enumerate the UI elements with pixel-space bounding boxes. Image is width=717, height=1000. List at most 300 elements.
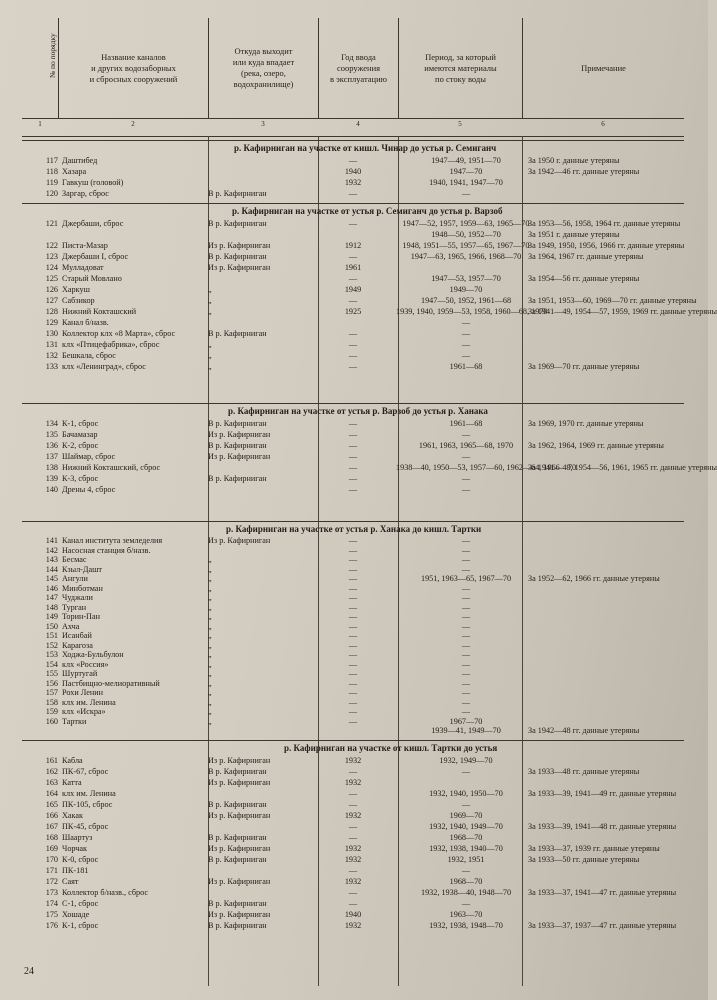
table-row xyxy=(22,854,684,865)
structure-name: Рохи Ленин xyxy=(62,688,104,698)
row-number: 174 xyxy=(45,899,58,908)
table-row xyxy=(22,177,684,188)
record-period: — xyxy=(461,340,471,349)
table-row xyxy=(22,865,684,876)
table-section xyxy=(22,403,717,519)
table-row xyxy=(22,418,684,429)
structure-name: Бесмас xyxy=(62,555,87,565)
commission-year: — xyxy=(348,430,358,439)
record-period: — xyxy=(461,688,471,698)
structure-name: Хакак xyxy=(62,811,84,820)
source-or-outflow: В р. Кафирниган xyxy=(208,800,267,809)
note: За 1933—50 гг. данные утеряны xyxy=(528,855,640,864)
note: За 1949, 1950, 1956, 1966 гг. данные утеряны xyxy=(528,241,685,250)
commission-year: — xyxy=(348,716,358,726)
table-row xyxy=(22,688,684,698)
structure-name: Чорчак xyxy=(62,844,88,853)
structure-name: К-1, сброс xyxy=(62,419,99,428)
structure-name: Насосная станция б/назв. xyxy=(62,545,151,555)
commission-year: — xyxy=(348,351,358,360)
record-period: 1947—70 xyxy=(449,167,483,176)
table-row xyxy=(22,669,684,679)
table-row xyxy=(22,799,684,810)
structure-name: Сабзикор xyxy=(62,296,95,305)
row-number: 161 xyxy=(45,756,58,765)
structure-name: Шуртугай xyxy=(62,669,98,679)
structure-name: клх «Ленинград», сброс xyxy=(62,362,146,371)
record-period: 1961, 1963, 1965—68, 1970 xyxy=(418,441,514,450)
note: За 1969—70 гг. данные утеряны xyxy=(528,362,640,371)
source-or-outflow: „ xyxy=(208,583,212,593)
table-row xyxy=(22,660,684,670)
note: За 1933—37, 1937—47 гг. данные утеряны xyxy=(528,921,677,930)
record-period: — xyxy=(461,485,471,494)
row-number: 149 xyxy=(45,612,58,622)
note: За 1942—48 гг. данные утеряны xyxy=(528,726,640,736)
source-or-outflow: „ xyxy=(208,669,212,679)
table-row xyxy=(22,612,684,622)
table-row xyxy=(22,726,684,736)
row-number: 150 xyxy=(45,621,58,631)
table-row xyxy=(22,876,684,887)
record-period: 1932, 1951 xyxy=(447,855,485,864)
structure-name: ПК-45, сброс xyxy=(62,822,109,831)
row-number: 163 xyxy=(45,778,58,787)
record-period: 1940, 1941, 1947—70 xyxy=(429,178,503,187)
header-col-period: Период, за который имеются материалы по стоку воды xyxy=(398,18,522,118)
record-period: — xyxy=(461,329,471,338)
table-row xyxy=(22,484,684,495)
table-row xyxy=(22,251,684,262)
table-row xyxy=(22,698,684,708)
row-number: 119 xyxy=(46,178,58,187)
record-period: — xyxy=(461,593,471,603)
page-number: 24 xyxy=(24,966,34,977)
table-row xyxy=(22,339,684,350)
row-number: 117 xyxy=(46,156,58,165)
table-row xyxy=(22,262,684,273)
commission-year: — xyxy=(348,296,358,305)
row-number: 156 xyxy=(45,678,58,688)
table-row xyxy=(22,574,684,584)
structure-name: Нижний Кокташский, сброс xyxy=(62,463,161,472)
structure-name: Мулладоват xyxy=(62,263,104,272)
structure-name: Нижний Кокташский xyxy=(62,307,137,316)
row-number: 164 xyxy=(45,789,58,798)
section-title: р. Кафирниган на участке от кишл. Чинар до устья р. Семиганч xyxy=(234,143,497,153)
structure-name: клх им. Ленина xyxy=(62,789,116,798)
row-number: 151 xyxy=(45,631,58,641)
table-row xyxy=(22,361,684,372)
table-row xyxy=(22,462,717,473)
commission-year: 1961 xyxy=(344,263,362,272)
table-row xyxy=(22,788,684,799)
table-row xyxy=(22,821,684,832)
commission-year: — xyxy=(348,697,358,707)
commission-year: — xyxy=(348,252,358,261)
commission-year: 1932 xyxy=(344,778,362,787)
source-or-outflow: „ xyxy=(208,593,212,603)
commission-year: — xyxy=(348,340,358,349)
structure-name: Хазара xyxy=(62,167,87,176)
row-number: 121 xyxy=(45,219,58,228)
header-num-5: 5 xyxy=(458,120,462,128)
commission-year: — xyxy=(348,463,358,472)
row-number: 169 xyxy=(45,844,58,853)
commission-year: — xyxy=(348,219,358,228)
table-row xyxy=(22,755,684,766)
record-period: 1961—68 xyxy=(449,362,483,371)
record-period: 1968—70 xyxy=(449,833,483,842)
note: За 1933—39, 1941—48 гг. данные утеряны xyxy=(528,822,677,831)
note: За 1951, 1953—60, 1969—70 гг. данные утеряны xyxy=(528,296,697,305)
source-or-outflow: „ xyxy=(208,351,212,360)
row-number: 160 xyxy=(45,716,58,726)
record-period: 1932, 1938, 1940—70 xyxy=(429,844,503,853)
table-row xyxy=(22,898,684,909)
row-number: 143 xyxy=(45,555,58,565)
structure-name: клх «Россия» xyxy=(62,659,109,669)
table-row xyxy=(22,777,684,788)
record-period: 1947—50, 1952, 1961—68 xyxy=(420,296,512,305)
commission-year: — xyxy=(348,555,358,565)
record-period: — xyxy=(461,767,471,776)
table-row xyxy=(22,584,684,594)
record-period: — xyxy=(461,189,471,198)
table-row xyxy=(22,295,697,306)
table-row xyxy=(22,887,684,898)
commission-year: — xyxy=(348,621,358,631)
commission-year: — xyxy=(348,631,358,641)
structure-name: Катта xyxy=(62,778,82,787)
source-or-outflow: В р. Кафирниган xyxy=(208,767,267,776)
commission-year: — xyxy=(348,659,358,669)
commission-year: 1932 xyxy=(344,877,362,886)
commission-year: — xyxy=(348,583,358,593)
structure-name: Бачамазар xyxy=(62,430,98,439)
structure-name: Канал б/назв. xyxy=(62,318,109,327)
table-row xyxy=(22,593,684,603)
structure-name: Саят xyxy=(62,877,79,886)
record-period: 1932, 1949—70 xyxy=(439,756,493,765)
record-period: — xyxy=(461,555,471,565)
structure-name: Исанбай xyxy=(62,631,92,641)
record-period: — xyxy=(461,640,471,650)
table-header xyxy=(22,18,684,137)
row-number: 142 xyxy=(45,545,58,555)
structure-name: Минботман xyxy=(62,583,103,593)
header-col-number: № по порядку xyxy=(48,33,57,78)
row-number: 128 xyxy=(45,307,58,316)
section-title: р. Кафирниган на участке от устья р. Семиганч до устья р. Варзоб xyxy=(232,206,503,216)
header-col-name: Название каналов и других водозаборных и сбросных сооружений xyxy=(58,18,208,118)
source-or-outflow: „ xyxy=(208,555,212,565)
table-row xyxy=(22,350,684,361)
structure-name: клх «Птицефабрика», сброс xyxy=(62,340,160,349)
row-number: 154 xyxy=(45,659,58,669)
structure-name: К-0, сброс xyxy=(62,855,99,864)
section-title: р. Кафирниган на участке от устья р. Варзоб до устья р. Ханака xyxy=(228,406,488,416)
commission-year: 1940 xyxy=(344,167,362,176)
record-period: 1939, 1940, 1959—53, 1958, 1960—68, 1970 xyxy=(396,307,548,316)
commission-year: — xyxy=(348,593,358,603)
row-number: 173 xyxy=(45,888,58,897)
record-period: — xyxy=(461,621,471,631)
structure-name: Джербаши I, сброс xyxy=(62,252,129,261)
note: За 1969, 1970 гг. данные утеряны xyxy=(528,419,644,428)
table-row xyxy=(22,920,684,931)
source-or-outflow: „ xyxy=(208,678,212,688)
table-row xyxy=(22,810,684,821)
row-number: 130 xyxy=(45,329,58,338)
record-period: 1961—68 xyxy=(449,419,483,428)
commission-year: — xyxy=(348,362,358,371)
table-row xyxy=(22,843,684,854)
source-or-outflow: В р. Кафирниган xyxy=(208,252,267,261)
commission-year: 1940 xyxy=(344,910,362,919)
source-or-outflow: В р. Кафирниган xyxy=(208,855,267,864)
row-number: 133 xyxy=(45,362,58,371)
table-row xyxy=(22,240,684,251)
source-or-outflow: „ xyxy=(208,716,212,726)
structure-name: Писта-Мазар xyxy=(62,241,108,250)
row-number: 166 xyxy=(45,811,58,820)
row-number: 167 xyxy=(45,822,58,831)
row-number: 131 xyxy=(45,340,58,349)
commission-year: — xyxy=(348,866,358,875)
commission-year: 1932 xyxy=(344,921,362,930)
table-section xyxy=(22,740,684,981)
note: За 1962, 1964, 1969 гг. данные утеряны xyxy=(528,441,664,450)
row-number: 140 xyxy=(45,485,58,494)
structure-name: Шаймар, сброс xyxy=(62,452,116,461)
source-or-outflow: „ xyxy=(208,574,212,584)
commission-year: — xyxy=(348,678,358,688)
table-row xyxy=(22,832,684,843)
structure-name: Коллектор б/назв., сброс xyxy=(62,888,149,897)
table-row xyxy=(22,218,684,229)
commission-year: — xyxy=(348,545,358,555)
structure-name: Дрены 4, сброс xyxy=(62,485,116,494)
note: За 1933—39, 1941—49 гг. данные утеряны xyxy=(528,789,677,798)
source-or-outflow: В р. Кафирниган xyxy=(208,419,267,428)
row-number: 172 xyxy=(45,877,58,886)
table-row xyxy=(22,631,684,641)
commission-year: — xyxy=(348,899,358,908)
record-period: — xyxy=(461,659,471,669)
table-row xyxy=(22,555,684,565)
table-row xyxy=(22,284,684,295)
record-period: 1969—70 xyxy=(449,811,483,820)
row-number: 157 xyxy=(45,688,58,698)
record-period: — xyxy=(461,631,471,641)
structure-name: Ангули xyxy=(62,574,88,584)
structure-name: К-1, сброс xyxy=(62,921,99,930)
source-or-outflow: „ xyxy=(208,296,212,305)
row-number: 165 xyxy=(45,800,58,809)
table-row xyxy=(22,328,684,339)
record-period: 1948, 1951—55, 1957—65, 1967—70 xyxy=(402,241,530,250)
record-period: 1947—52, 1957, 1959—63, 1965—70 xyxy=(402,219,530,228)
row-number: 135 xyxy=(45,430,58,439)
commission-year: — xyxy=(348,688,358,698)
header-num-3: 3 xyxy=(261,120,265,128)
source-or-outflow: В р. Кафирниган xyxy=(208,441,267,450)
table-row xyxy=(22,536,684,546)
record-period: 1932, 1938—40, 1948—70 xyxy=(420,888,512,897)
record-period: 1967—70 xyxy=(449,716,483,726)
table-row xyxy=(22,317,684,328)
source-or-outflow: В р. Кафирниган xyxy=(208,899,267,908)
source-or-outflow: „ xyxy=(208,340,212,349)
structure-name: Карагоза xyxy=(62,640,93,650)
structure-name: Шаартуз xyxy=(62,833,93,842)
record-period: 1939—41, 1949—70 xyxy=(431,726,501,736)
commission-year: 1912 xyxy=(344,241,362,250)
row-number: 141 xyxy=(45,536,58,545)
record-period: 1951, 1963—65, 1967—70 xyxy=(420,574,512,584)
source-or-outflow: „ xyxy=(208,602,212,612)
table-row xyxy=(22,273,684,284)
table-row xyxy=(22,565,684,575)
source-or-outflow: Из р. Кафирниган xyxy=(208,536,271,545)
row-number: 155 xyxy=(45,669,58,679)
structure-name: К-3, сброс xyxy=(62,474,99,483)
commission-year: — xyxy=(348,640,358,650)
record-period: 1948—50, 1952—70 xyxy=(431,230,501,239)
record-period: — xyxy=(461,899,471,908)
structure-name: Даштибед xyxy=(62,156,98,165)
header-num-1: 1 xyxy=(38,120,42,128)
source-or-outflow: В р. Кафирниган xyxy=(208,833,267,842)
commission-year: — xyxy=(348,833,358,842)
source-or-outflow: Из р. Кафирниган xyxy=(208,241,271,250)
table-row xyxy=(22,451,684,462)
record-period: 1949—70 xyxy=(449,285,483,294)
source-or-outflow: „ xyxy=(208,697,212,707)
record-period: — xyxy=(461,351,471,360)
note: За 1954—56 гг. данные утеряны xyxy=(528,274,640,283)
structure-name: К-2, сброс xyxy=(62,441,99,450)
row-number: 162 xyxy=(45,767,58,776)
table-row xyxy=(22,429,684,440)
record-period: 1947—49, 1951—70 xyxy=(431,156,501,165)
commission-year: — xyxy=(348,707,358,717)
commission-year: — xyxy=(348,274,358,283)
record-period: — xyxy=(461,430,471,439)
structure-name: клх «Искра» xyxy=(62,707,106,717)
row-number: 146 xyxy=(45,583,58,593)
table-row xyxy=(22,766,684,777)
note: За 1952—62, 1966 гг. данные утеряны xyxy=(528,574,660,584)
table-section xyxy=(22,203,717,402)
source-or-outflow: „ xyxy=(208,621,212,631)
record-period: — xyxy=(461,452,471,461)
commission-year: 1932 xyxy=(344,855,362,864)
commission-year: 1932 xyxy=(344,811,362,820)
record-period: — xyxy=(461,707,471,717)
source-or-outflow: Из р. Кафирниган xyxy=(208,811,271,820)
structure-name: ПК-181 xyxy=(62,866,89,875)
commission-year: 1949 xyxy=(344,285,362,294)
structure-name: Кзыл-Дашт xyxy=(62,564,103,574)
structure-name: Гавкуш (головой) xyxy=(62,178,124,187)
source-or-outflow: „ xyxy=(208,307,212,316)
record-period: — xyxy=(461,318,471,327)
structure-name: клх им. Ленина xyxy=(62,697,116,707)
row-number: 170 xyxy=(45,855,58,864)
table-row xyxy=(22,306,717,317)
record-period: — xyxy=(461,612,471,622)
commission-year: 1925 xyxy=(344,307,362,316)
section-title: р. Кафирниган на участке от устья р. Ханака до кишл. Тартки xyxy=(226,524,482,534)
source-or-outflow: Из р. Кафирниган xyxy=(208,430,271,439)
structure-name: Джербаши, сброс xyxy=(62,219,124,228)
record-period: — xyxy=(461,536,471,545)
structure-name: Хошаде xyxy=(62,910,90,919)
row-number: 148 xyxy=(45,602,58,612)
row-number: 137 xyxy=(45,452,58,461)
record-period: 1938—40, 1950—53, 1957—60, 1962—64, 1966—70 xyxy=(396,463,577,472)
table-section xyxy=(22,140,684,201)
record-period: — xyxy=(461,583,471,593)
commission-year: 1932 xyxy=(344,178,362,187)
row-number: 129 xyxy=(45,318,58,327)
note: За 1942—46 гг. данные утеряны xyxy=(528,167,640,176)
header-col-note: Примечание xyxy=(522,18,684,118)
row-number: 171 xyxy=(45,866,58,875)
commission-year: — xyxy=(348,474,358,483)
source-or-outflow: Из р. Кафирниган xyxy=(208,910,271,919)
commission-year: — xyxy=(348,452,358,461)
table-row xyxy=(22,650,684,660)
record-period: — xyxy=(461,866,471,875)
structure-name: ПК-67, сброс xyxy=(62,767,109,776)
structure-name: Старый Мовлано xyxy=(62,274,122,283)
record-period: — xyxy=(461,800,471,809)
note: За 1941—49, 1954—57, 1959, 1969 гг. данные утеряны xyxy=(528,307,717,316)
structure-name: Канал института земледелия xyxy=(62,536,163,545)
row-number: 118 xyxy=(46,167,58,176)
header-col-source: Откуда выходит или куда впадает (река, озеро, водохранилище) xyxy=(208,18,318,118)
record-period: 1932, 1938, 1948—70 xyxy=(429,921,503,930)
note: За 1933—37, 1941—47 гг. данные утеряны xyxy=(528,888,677,897)
row-number: 175 xyxy=(45,910,58,919)
commission-year: — xyxy=(348,485,358,494)
commission-year: — xyxy=(348,669,358,679)
row-number: 158 xyxy=(45,697,58,707)
row-number: 126 xyxy=(45,285,58,294)
row-number: 144 xyxy=(45,564,58,574)
commission-year: — xyxy=(348,329,358,338)
row-number: 134 xyxy=(45,419,58,428)
note: За 1933—37, 1939 гг. данные утеряны xyxy=(528,844,660,853)
table-row xyxy=(22,166,684,177)
source-or-outflow: В р. Кафирниган xyxy=(208,921,267,930)
header-number-line xyxy=(22,118,684,119)
header-col-number-cell xyxy=(22,18,58,118)
commission-year: — xyxy=(348,888,358,897)
row-number: 159 xyxy=(45,707,58,717)
commission-year: — xyxy=(348,767,358,776)
row-number: 132 xyxy=(45,351,58,360)
table-row xyxy=(22,603,684,613)
source-or-outflow: Из р. Кафирниган xyxy=(208,756,271,765)
source-or-outflow: „ xyxy=(208,285,212,294)
note: За 1950 г. данные утеряны xyxy=(528,156,620,165)
table-row xyxy=(22,188,684,199)
record-period: — xyxy=(461,697,471,707)
